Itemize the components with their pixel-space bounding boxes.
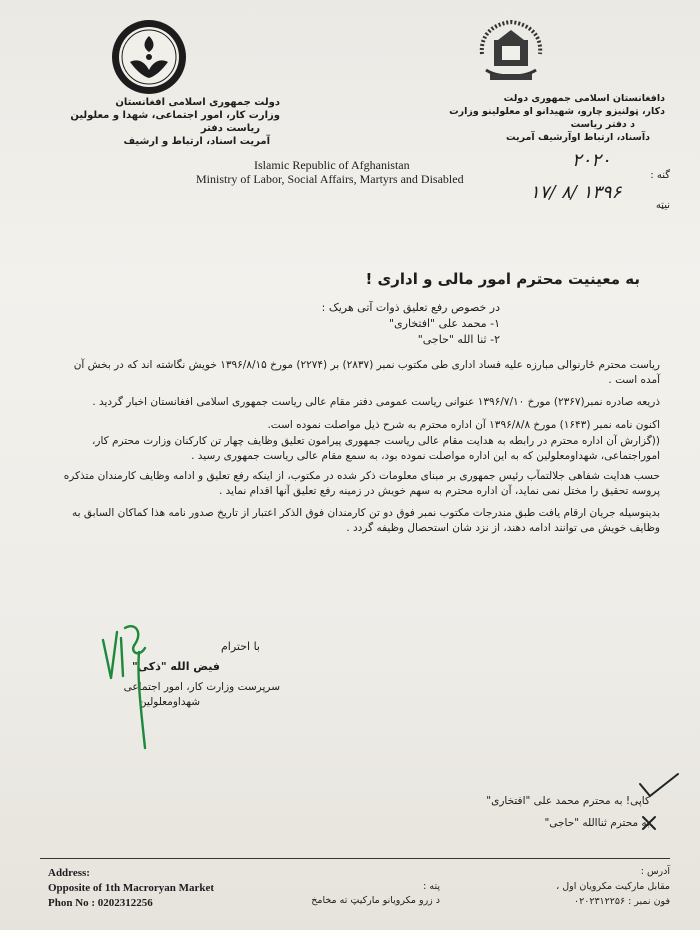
national-emblem bbox=[472, 14, 550, 88]
footer-phone: Phon No : 0202312256 bbox=[48, 897, 153, 909]
footer-divider bbox=[40, 858, 670, 859]
signer-name: فیض الله "ذکی" bbox=[131, 660, 220, 673]
footer-mid-label: پته : bbox=[423, 881, 440, 892]
footer-right bbox=[490, 864, 670, 909]
subject-block bbox=[200, 300, 500, 348]
salutation: به معینیت محترم امور مالی و اداری ! bbox=[365, 270, 640, 288]
header-left-line3: ریاست دفتر bbox=[200, 123, 260, 134]
letter-number: ۲۰۲۰ bbox=[572, 150, 611, 171]
footer-middle bbox=[270, 880, 440, 908]
header-left-line2: وزارت کار، امور اجتماعی، شهدا و معلولین bbox=[70, 110, 280, 121]
header-right-line4: دآسناد، ارتباط اوآرشیف آمریت bbox=[505, 132, 650, 143]
footer-left bbox=[48, 866, 268, 911]
footer-mid-address: د زرو مکرویانو مارکیټ ته مخامخ bbox=[311, 895, 440, 906]
footer-right-label: آدرس : bbox=[640, 866, 670, 877]
copies-block bbox=[420, 790, 650, 834]
date-label: نیټه bbox=[655, 200, 670, 211]
paragraph-3: اکنون نامه نمبر (۱۶۴۳) مورخ ۱۳۹۶/۸/۸ آن اداره محترم به شرح ذیل مواصلت نموده است. bbox=[267, 418, 660, 431]
check-mark-icon bbox=[636, 770, 682, 800]
header-left-line1: دولت جمهوری اسلامی افغانستان bbox=[115, 97, 280, 108]
footer-right-phone: فون نمبر : ۰۲۰۲۳۱۲۲۵۶ bbox=[574, 896, 670, 907]
number-label: گنه : bbox=[650, 170, 670, 181]
header-left bbox=[30, 96, 280, 148]
letter-body bbox=[60, 358, 660, 535]
closing: با احترام bbox=[220, 640, 260, 653]
paragraph-2: ذریعه صادره نمبر(۲۳۶۷) مورخ ۱۳۹۶/۷/۱۰ عنوانی ریاست عمومی دفتر مقام عالی ریاست جمهوری اسلامی افغانستان اخبار گردید . bbox=[92, 396, 660, 408]
footer-address-label: Address: bbox=[48, 867, 90, 879]
copy-item-1: کاپی! به محترم محمد علی "افتخاری" bbox=[486, 795, 650, 807]
footer-address: Opposite of 1th Macroryan Market bbox=[48, 882, 214, 894]
ministry-logo bbox=[110, 18, 188, 96]
english-title-line2: Ministry of Labor, Social Affairs, Martyrs and Disabled bbox=[196, 172, 464, 186]
english-title-line1: Islamic Republic of Afghanistan bbox=[254, 158, 410, 172]
header-right bbox=[410, 92, 665, 144]
paragraph-5: حسب هدایت شفاهی جلالتمآب رئیس جمهوری بر مبنای معلومات ذکر شده در مکتوب، از اینکه رفع تعلیق و ادامه وظایف کارمندان متذکره پروسه تحقیق را مختل نمی نماید، آن اداره محترم به سهم خویش در زمینه رفع تعلیق آنها اقدام نماید . bbox=[63, 470, 660, 497]
header-left-line4: آمریت اسناد، ارتباط و ارشیف bbox=[123, 136, 270, 147]
signature bbox=[95, 618, 155, 753]
header-english bbox=[196, 158, 496, 186]
signer-title-line2: شهداومعلولین bbox=[138, 696, 200, 708]
cross-mark-icon bbox=[640, 814, 658, 832]
header-right-line1: دافغانستان اسلامی جمهوری دولت bbox=[503, 93, 665, 104]
paragraph-6: بدینوسیله جریان ارقام یافت طبق مندرجات مکتوب نمبر فوق دو تن کارمندان فوق الذکر اعتبار از تاریخ صدور نامه هذا کماکان السابق به وظایف خویش می توانند ادامه دهند، از نزد شان استحصال وظیفه گردد . bbox=[72, 507, 660, 534]
name-item-1: ۱- محمد علی "افتخاری" bbox=[388, 317, 500, 330]
name-item-2: ۲- ثنا الله "حاجی" bbox=[417, 333, 500, 346]
signer-title-line1: سرپرست وزارت کار، امور اجتماعی bbox=[123, 681, 280, 693]
paragraph-4: ((گزارش آن اداره محترم در رابطه به هدایت مقام عالی ریاست جمهوری پیرامون تعلیق وظایف چهار تن کارکنان وزارت محترم کار، اموراجتماعی، شهداومعلولین که به این اداره مواصلت نموده بود، به سمع مقام عالی ریاست جمهوری رسید . bbox=[92, 435, 660, 462]
header-right-line3: د دفتر ریاست bbox=[570, 119, 635, 130]
subject-line: در خصوص رفع تعلیق ذوات آتی هریک : bbox=[321, 301, 500, 314]
footer-right-address: مقابل مارکیت مکرویان اول ، bbox=[556, 881, 670, 892]
letter-date: ۱۷/ ۸/ ۱۳۹۶ bbox=[530, 182, 622, 203]
header-right-line2: دکار، ټولنیزو چارو، شهیدانو او معلولینو وزارت bbox=[449, 106, 665, 117]
copy-item-2: به محترم ثناالله "حاجی" bbox=[544, 817, 650, 829]
paragraph-1: ریاست محترم ځارنوالی مبارزه علیه فساد اداری طی مکتوب نمبر (۲۸۳۷) بر (۲۲۷۴) مورخ ۱۳۹۶/۸/۱۵ خویش نگاشته اند که در بخش آن آمده است . bbox=[73, 359, 660, 386]
